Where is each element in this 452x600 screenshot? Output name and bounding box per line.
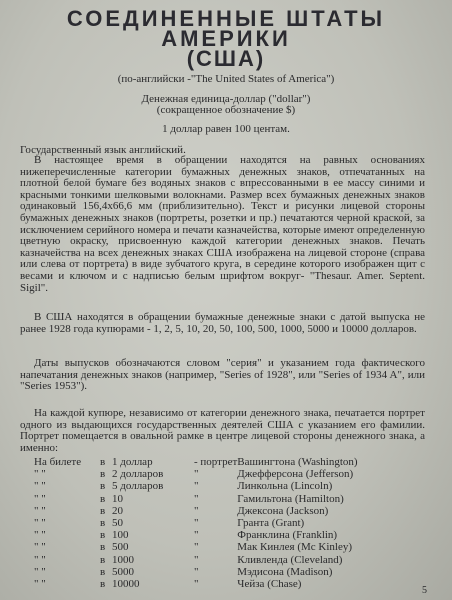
- table-row: [34, 493, 358, 505]
- table-cell-portrait-name: Гранта (Grant): [237, 517, 305, 530]
- state-language-line: Государственный язык английский.: [20, 144, 186, 156]
- table-cell-prep: в: [100, 541, 106, 554]
- page-title-line-2: АМЕРИКИ: [161, 26, 291, 51]
- table-row: [34, 541, 358, 553]
- table-cell-portrait-name: Франклина (Franklin): [237, 529, 338, 542]
- page-title-line-3: (США): [186, 46, 266, 71]
- paragraph-text: В США находятся в обращении бумажные денежные знаки с датой выпуска не ранее 1928 года купюрами - 1, 2, 5, 10, 20, 50, 100, 500, 1000, 5000 и 10000 долларов.: [20, 311, 425, 335]
- table-cell-portrait-name: Мэдисона (Madison): [237, 565, 333, 578]
- table-cell-prep: в: [100, 529, 106, 542]
- table-cell-word: ": [194, 565, 199, 578]
- table-cell-denomination: 2 долларов: [112, 468, 164, 481]
- table-cell-lead: " ": [34, 578, 46, 591]
- paragraph-series-dates: [20, 358, 425, 393]
- table-cell-portrait-name: Мак Кинлея (Mc Kinley): [237, 541, 353, 554]
- table-cell-prep: в: [100, 492, 106, 505]
- page-title-line-1: СОЕДИНЕННЫЕ ШТАТЫ: [66, 6, 386, 31]
- table-cell-word: ": [194, 529, 199, 542]
- table-cell-word: ": [194, 553, 199, 566]
- table-cell-lead: " ": [34, 565, 46, 578]
- table-cell-lead: " ": [34, 468, 46, 481]
- table-row: [34, 480, 358, 492]
- dollar-cent-equivalence: 1 доллар равен 100 центам.: [162, 123, 290, 135]
- table-cell-lead: " ": [34, 517, 46, 530]
- table-cell-denomination: 20: [112, 504, 123, 517]
- table-row: [34, 554, 358, 566]
- table-cell-lead: " ": [34, 480, 46, 493]
- currency-unit-line: Денежная единица-доллар ("dollar"): [141, 93, 311, 105]
- table-cell-denomination: 500: [112, 541, 129, 554]
- paragraph-text: В настоящее время в обращении находятся на равных основаниях нижеперечисленные категории бумажных денежных знаков, отпечатанных на плотной белой бумаге без водяных знаков с впрессованными в ее массу синими и красными тонкими шелковыми волокнами. Размер всех бумажных денежных знаков одинаковый 156,4х66,6 мм (приблизительно). Текст и рисунки лицевой стороны бумажных денежных знаков (портреты, розетки и пр.) печатаются черной краской, за исключением серийного номера и печати казначейства, которые имеют определенную цветную окраску, присвоенную каждой категории денежных знаков. Печать казначейства на всех денежных знаках США изображена на лицевой стороне (справа или слева от портрета) в виде зубчатого круга, в середине которого изображен щит с весами и ключом и с надписью белым шрифтом вокруг- "Thesaur. Amer. Septent. Sigil".: [20, 154, 425, 294]
- page-number: 5: [422, 585, 427, 596]
- table-row: [34, 468, 358, 480]
- table-cell-portrait-name: Линкольна (Lincoln): [237, 480, 333, 493]
- table-cell-portrait-name: Джексона (Jackson): [237, 504, 329, 517]
- table-cell-word: ": [194, 468, 199, 481]
- table-cell-word: ": [194, 504, 199, 517]
- table-row: [34, 505, 358, 517]
- english-name-subtitle: (по-английски -"The United States of America"): [117, 73, 335, 85]
- table-row: [34, 456, 358, 468]
- currency-abbreviation-line: (сокращенное обозначение $): [156, 104, 296, 116]
- table-cell-denomination: 50: [112, 517, 123, 530]
- paragraph-text: На каждой купюре, независимо от категории денежного знака, печатается портрет одного из выдающихся государственных деятелей США с указанием его фамилии. Портрет помещается в овальной рамке в центре лицевой стороны денежного знака, а именно:: [20, 407, 425, 454]
- table-row: [34, 578, 358, 590]
- table-cell-portrait-name: Гамильтона (Hamilton): [237, 492, 344, 505]
- table-cell-prep: в: [100, 578, 106, 591]
- table-cell-lead: " ": [34, 541, 46, 554]
- paragraph-portraits: [20, 408, 425, 454]
- table-cell-lead: " ": [34, 492, 46, 505]
- portrait-table: [34, 456, 358, 590]
- table-cell-denomination: 1 доллар: [112, 456, 153, 468]
- table-cell-portrait-name: Джефферсона (Jefferson): [237, 468, 354, 481]
- table-cell-portrait-name: Вашингтона (Washington): [237, 456, 358, 468]
- table-cell-word: ": [194, 492, 199, 505]
- table-cell-portrait-name: Кливленда (Cleveland): [237, 553, 343, 566]
- table-cell-denomination: 5000: [112, 565, 134, 578]
- table-cell-denomination: 10: [112, 492, 123, 505]
- table-cell-lead: На билете: [34, 456, 82, 468]
- table-cell-word: - портрет: [194, 456, 238, 468]
- table-cell-denomination: 100: [112, 529, 129, 542]
- table-row: [34, 517, 358, 529]
- table-row: [34, 529, 358, 541]
- table-cell-lead: " ": [34, 553, 46, 566]
- table-cell-denomination: 1000: [112, 553, 134, 566]
- table-cell-denomination: 10000: [112, 578, 140, 591]
- table-cell-prep: в: [100, 468, 106, 481]
- paragraph-denominations: [20, 312, 425, 335]
- table-cell-prep: в: [100, 517, 106, 530]
- table-cell-portrait-name: Чейза (Chase): [237, 578, 302, 591]
- table-cell-word: ": [194, 517, 199, 530]
- table-cell-prep: в: [100, 553, 106, 566]
- table-cell-word: ": [194, 480, 199, 493]
- table-cell-prep: в: [100, 456, 106, 468]
- table-cell-word: ": [194, 541, 199, 554]
- paragraph-paper-description: [20, 155, 425, 294]
- table-row: [34, 566, 358, 578]
- table-cell-prep: в: [100, 504, 106, 517]
- table-cell-lead: " ": [34, 529, 46, 542]
- table-cell-prep: в: [100, 480, 106, 493]
- table-cell-word: ": [194, 578, 199, 591]
- paragraph-text: Даты выпусков обозначаются словом "серия" и указанием года фактического напечатания денежных знаков (например, "Series of 1928", или "Series of 1934 A", или "Series 1953").: [20, 357, 425, 393]
- table-cell-denomination: 5 долларов: [112, 480, 164, 493]
- table-cell-prep: в: [100, 565, 106, 578]
- table-cell-lead: " ": [34, 504, 46, 517]
